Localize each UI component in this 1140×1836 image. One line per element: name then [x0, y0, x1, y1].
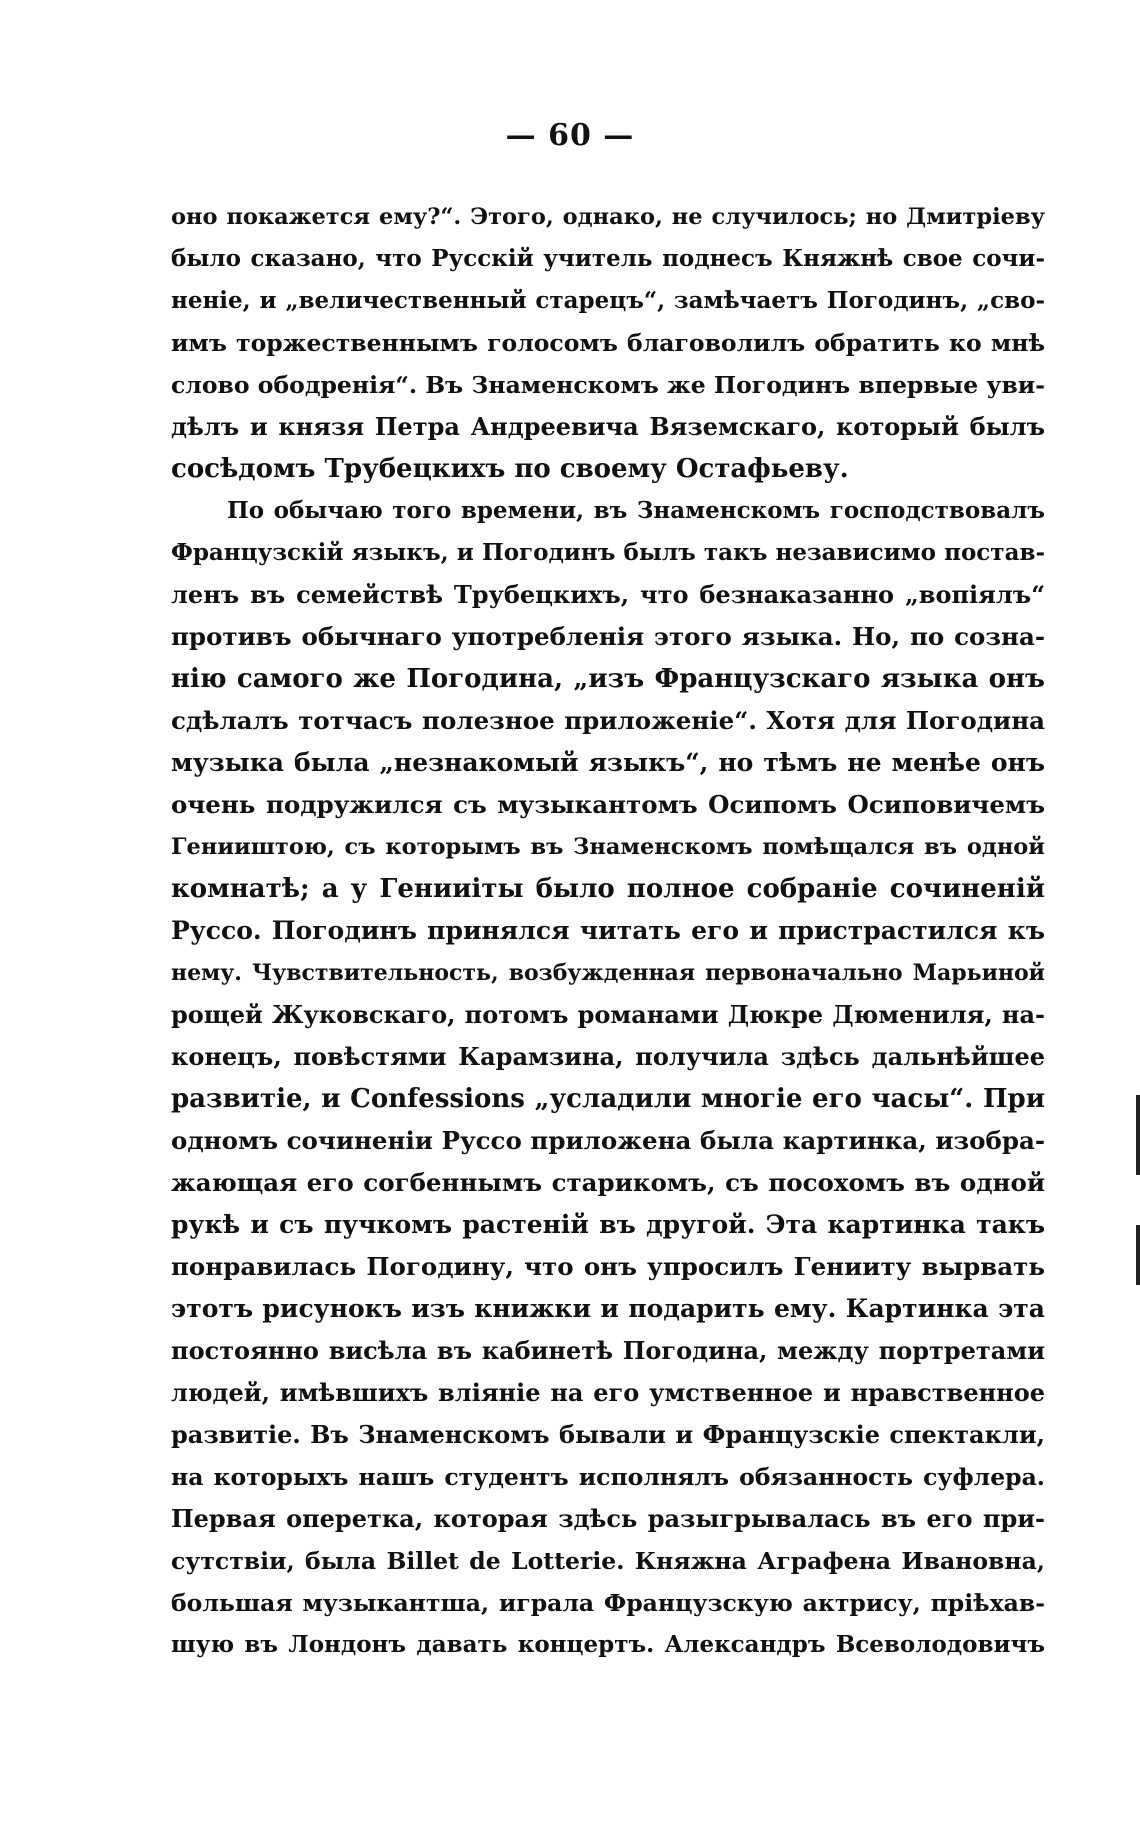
text-line: слово ободренія“. Въ Знаменскомъ же Погодинъ впервые уви- [171, 371, 1045, 399]
text-line: шую въ Лондонъ давать концертъ. Александръ Всеволодовичъ [171, 1631, 1045, 1658]
text-line: нему. Чувствительность, возбужденная первоначально Марьиной [171, 960, 1045, 986]
text-line: большая музыкантша, играла Французскую актрису, пріѣхав- [171, 1589, 1045, 1617]
text-line: Руссо. Погодинъ принялся читать его и пристрастился къ [171, 916, 1045, 945]
text-line: Генииштою, съ которымъ въ Знаменскомъ помѣщался въ одной [171, 834, 1045, 860]
text-line: сосѣдомъ Трубецкихъ по своему Остафьеву. [171, 454, 849, 484]
text-line: сутствіи, была Billet de Lotterie. Княжна Аграфена Ивановна, [171, 1547, 1045, 1575]
text-line: имъ торжественнымъ голосомъ благоволилъ обратить ко мнѣ [171, 329, 1045, 357]
text-line: рощей Жуковскаго, потомъ романами Дюкре Дюмениля, на- [171, 1000, 1045, 1029]
text-line: сдѣлалъ тотчасъ полезное приложеніе“. Хотя для Погодина [171, 706, 1045, 735]
text-line: Французскій языкъ, и Погодинъ былъ такъ независимо постав- [171, 539, 1045, 566]
text-line: неніе, и „величественный старецъ“, замѣчаетъ Погодинъ, „сво- [171, 287, 1045, 314]
text-line: комнатѣ; а у Генииіты было полное собраніе сочиненій [171, 874, 1045, 904]
scan-edge-mark [1136, 1225, 1140, 1285]
text-line: рукѣ и съ пучкомъ растеній въ другой. Эта картинка такъ [171, 1210, 1045, 1239]
text-line: постоянно висѣла въ кабинетѣ Погодина, между портретами [171, 1336, 1045, 1365]
text-line: Первая оперетка, которая здѣсь разыгрывалась въ его при- [171, 1504, 1045, 1533]
text-line: противъ обычнаго употребленія этого языка. Но, по созна- [171, 622, 1045, 651]
text-line: людей, имѣвшихъ вліяніе на его умственное и нравственное [171, 1378, 1045, 1407]
text-line: жающая его согбеннымъ старикомъ, съ посохомъ въ одной [171, 1168, 1045, 1197]
text-line: на которыхъ нашъ студентъ исполнялъ обязанность суфлера. [171, 1463, 1045, 1491]
page-number: — 60 — [505, 118, 635, 153]
text-line: этотъ рисунокъ изъ книжки и подарить ему. Картинка эта [171, 1294, 1045, 1323]
text-line: развитіе, и Confessions „усладили многіе его часы“. При [171, 1084, 1045, 1114]
body-text [171, 196, 1045, 1666]
text-line: развитіе. Въ Знаменскомъ бывали и Французскіе спектакли, [171, 1420, 1045, 1449]
text-line: нію самого же Погодина, „изъ Французскаго языка онъ [171, 664, 1045, 694]
text-line: оно покажется ему?“. Этого, однако, не случилось; но Дмитріеву [171, 204, 1045, 230]
text-line: очень подружился съ музыкантомъ Осипомъ Осиповичемъ [171, 790, 1045, 819]
text-line: дѣлъ и князя Петра Андреевича Вяземскаго, который былъ [171, 412, 1045, 441]
text-line: конецъ, повѣстями Карамзина, получила здѣсь дальнѣйшее [171, 1042, 1045, 1071]
text-line: понравилась Погодину, что онъ упросилъ Генииту вырвать [171, 1252, 1045, 1281]
text-line: было сказано, что Русскій учитель поднесъ Княжнѣ свое сочи- [171, 245, 1045, 272]
text-line: По обычаю того времени, въ Знаменскомъ господствовалъ [227, 497, 1045, 524]
scan-edge-mark [1136, 1095, 1140, 1175]
text-line: музыка была „незнакомый языкъ“, но тѣмъ не менѣе онъ [171, 748, 1045, 777]
text-line: ленъ въ семействѣ Трубецкихъ, что безнаказанно „вопіялъ“ [171, 580, 1045, 609]
text-line: одномъ сочиненіи Руссо приложена была картинка, изобра- [171, 1126, 1045, 1155]
